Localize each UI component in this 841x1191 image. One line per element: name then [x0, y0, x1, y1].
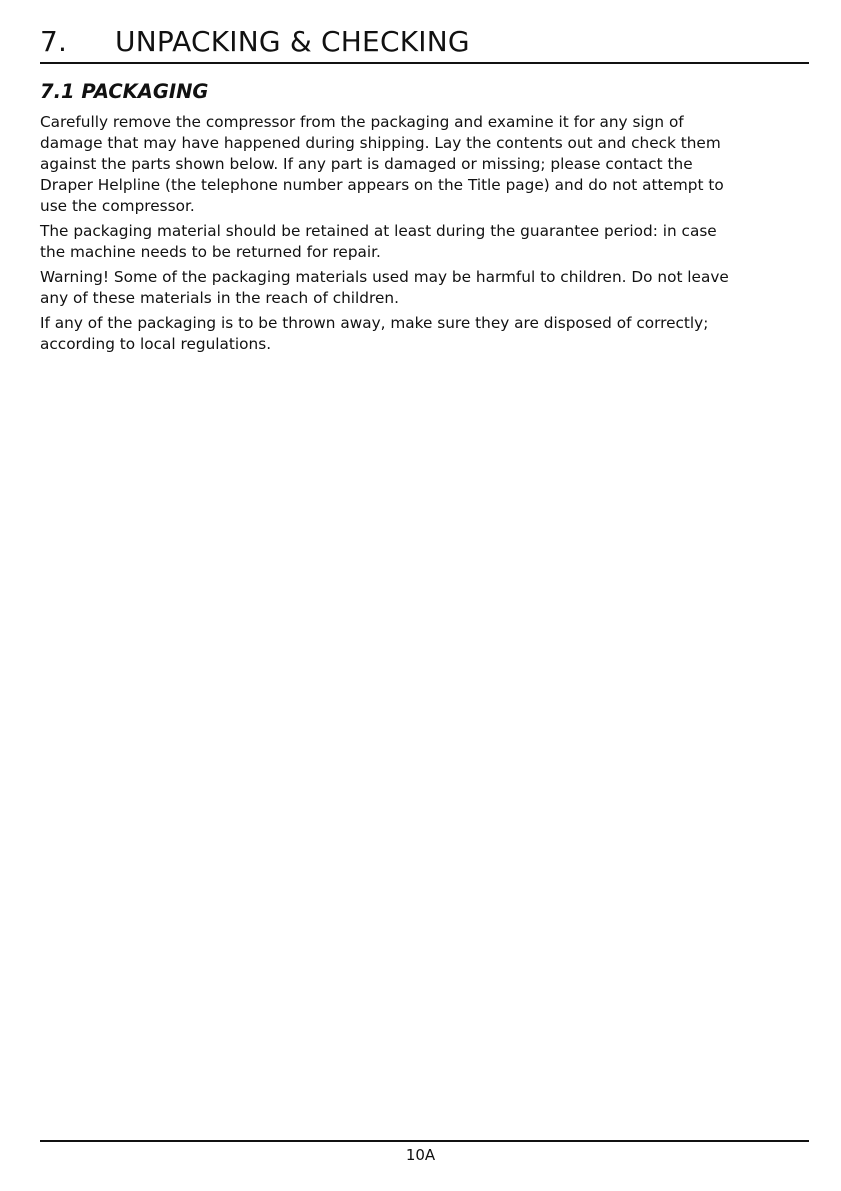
text-line: any of these materials in the reach of children.: [40, 289, 399, 307]
text-line: against the parts shown below. If any part is damaged or missing; please contact the: [40, 155, 693, 173]
text-line: Draper Helpline (the telephone number appears on the Title page) and do not attempt to: [40, 176, 724, 194]
section-heading: [40, 24, 810, 60]
page-number: 10A: [405, 1146, 436, 1164]
paragraph-warning: [40, 267, 810, 309]
section-number: 7.: [40, 25, 68, 58]
text-line: If any of the packaging is to be thrown away, make sure they are disposed of correctly;: [40, 314, 709, 332]
paragraph-unpacking: [40, 112, 810, 217]
text-line: use the compressor.: [40, 197, 195, 215]
paragraph-disposal: [40, 313, 810, 355]
footer-rule: [40, 1140, 809, 1142]
text-line: the machine needs to be returned for repair.: [40, 243, 381, 261]
subsection-heading: 7.1 PACKAGING: [40, 80, 209, 103]
text-line: damage that may have happened during shipping. Lay the contents out and check them: [40, 134, 721, 152]
text-line: Carefully remove the compressor from the packaging and examine it for any sign of: [40, 113, 684, 131]
section-title: UNPACKING & CHECKING: [115, 25, 470, 58]
paragraph-retain-packaging: [40, 221, 810, 263]
text-line: The packaging material should be retained at least during the guarantee period: in case: [40, 222, 717, 240]
text-line: Warning! Some of the packaging materials used may be harmful to children. Do not leave: [40, 268, 729, 286]
text-line: according to local regulations.: [40, 335, 272, 353]
body-text: [40, 112, 810, 359]
header-rule: [40, 62, 809, 64]
